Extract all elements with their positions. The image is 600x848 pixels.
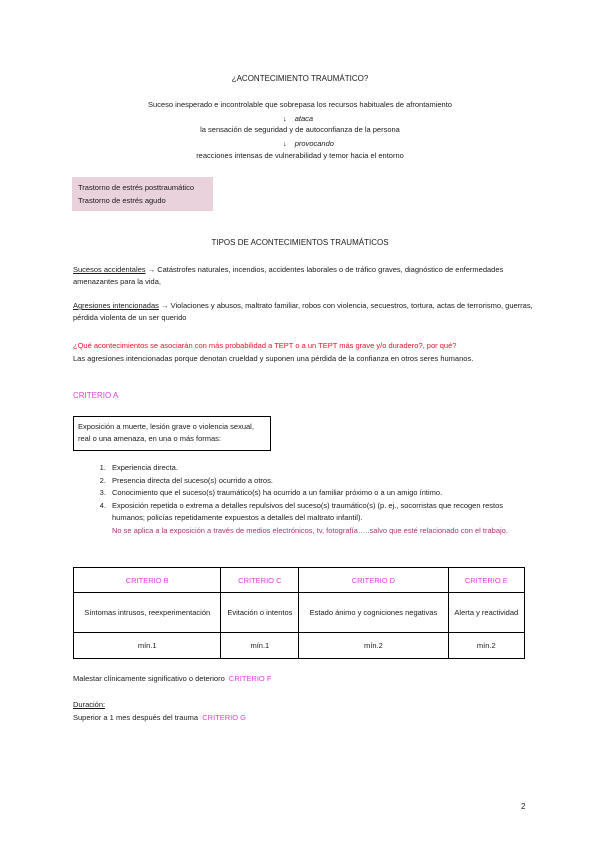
criterio-g-label: CRITERIO G — [202, 713, 247, 722]
criterio-f-label: CRITERIO F — [228, 674, 272, 683]
definition-line-1: Suceso inesperado e incontrolable que sobrepasa los recursos habituales de afrontamiento — [148, 100, 452, 109]
table-header-cell: CRITERIO E — [448, 568, 524, 593]
arrow-label-ataca: ataca — [294, 114, 314, 123]
criterio-a-box: Exposición a muerte, lesión grave o violencia sexual, real o una amenaza, en una o más formas: — [73, 416, 271, 451]
definition-line-3: reacciones intensas de vulnerabilidad y temor hacia el entorno — [196, 151, 404, 160]
definition-arrow-1 — [283, 114, 313, 123]
intentional-events-paragraph — [73, 300, 533, 324]
arrow-label-provocando: provocando — [294, 139, 334, 148]
table-cell: Evitación o intentos — [221, 593, 299, 633]
criterio-a-list — [73, 462, 536, 537]
list-item — [108, 500, 536, 538]
page-number: 2 — [521, 802, 526, 811]
duration-line — [73, 712, 533, 724]
intentional-label: Agresiones intencionadas — [73, 301, 159, 310]
table-cell: Síntomas intrusos, reexperimentación — [74, 593, 221, 633]
table-cell: mín.1 — [74, 633, 221, 659]
table-cell: mín.2 — [448, 633, 524, 659]
distress-line — [73, 673, 533, 685]
table-header-cell: CRITERIO B — [74, 568, 221, 593]
definition-arrow-2 — [283, 139, 334, 148]
table-header-cell: CRITERIO D — [299, 568, 448, 593]
down-arrow-icon: ↓ — [283, 139, 287, 148]
criterio-a-heading: CRITERIO A — [73, 391, 119, 400]
list-item: 2. Presencia directa del suceso(s) ocurrido a otros. — [108, 475, 536, 488]
table-row — [74, 593, 525, 633]
disorders-box — [72, 177, 213, 211]
accidental-label: Sucesos accidentales — [73, 265, 146, 274]
table-cell: mín.2 — [299, 633, 448, 659]
table-row — [74, 633, 525, 659]
accidental-text: → Catástrofes naturales, incendios, accidentes laborales o de tráfico graves, diagnóstico de enfermedades amenazantes para la vida, — [73, 265, 504, 286]
down-arrow-icon: ↓ — [283, 114, 287, 123]
list-item: 3. Conocimiento que el suceso(s) traumático(s) ha ocurrido a un familiar próximo o a un amigo íntimo. — [108, 487, 536, 500]
table-cell: Estado ánimo y cogniciones negativas — [299, 593, 448, 633]
duration-text: Superior a 1 mes después del trauma — [73, 713, 199, 722]
table-cell: Alerta y reactividad — [448, 593, 524, 633]
list-item: 1. Experiencia directa. — [108, 462, 536, 475]
accidental-events-paragraph — [73, 264, 533, 288]
list-item-text: Exposición repetida o extrema a detalles repulsivos del suceso(s) traumático(s) (p. ej., socorristas que recogen restos humanos; policías repetidamente expuestos a detalles del maltrato infantil). — [112, 500, 504, 522]
types-title: TIPOS DE ACONTECIMIENTOS TRAUMÁTICOS — [211, 238, 389, 247]
table-header-cell: CRITERIO C — [221, 568, 299, 593]
definition-line-2: la sensación de seguridad y de autoconfianza de la persona — [200, 125, 400, 134]
duration-label: Duración: — [73, 700, 106, 709]
disorder-item: Trastorno de estrés posttraumático — [78, 183, 195, 192]
criteria-table — [73, 567, 525, 659]
disorder-item: Trastorno de estrés agudo — [78, 195, 166, 205]
table-cell: mín.1 — [221, 633, 299, 659]
intentional-text: → Violaciones y abusos, maltrato familiar, robos con violencia, secuestros, tortura, actas de terrorismo, guerras, pérdida violenta de un ser querido — [73, 301, 533, 322]
exposure-note: No se aplica a la exposición a través de medios electrónicos, tv, fotografía…..salvo que esté relacionado con el trabajo. — [112, 525, 508, 535]
question-text: ¿Qué acontecimientos se asociarán con más probabilidad a TEPT o a un TEPT más grave y/o duradero?, por qué? — [73, 341, 457, 350]
page-title: ¿ACONTECIMIENTO TRAUMÁTICO? — [231, 74, 369, 83]
distress-text: Malestar clínicamente significativo o deterioro — [73, 674, 225, 683]
table-header-row — [74, 568, 525, 593]
answer-text: Las agresiones intencionadas porque denotan crueldad y suponen una pérdida de la confianza en otros seres humanos. — [73, 354, 474, 363]
